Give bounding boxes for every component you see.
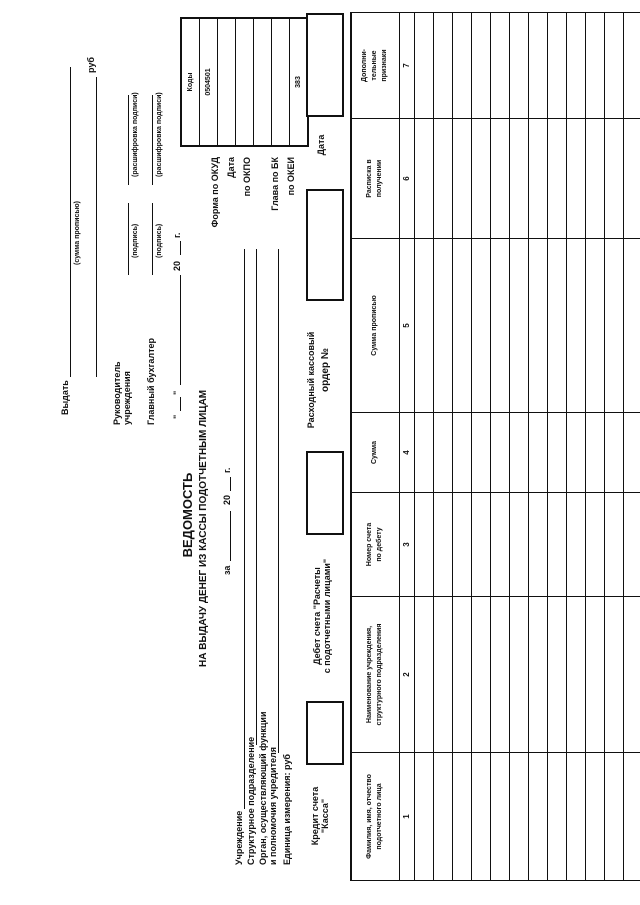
- code-okei: 383: [290, 18, 309, 146]
- head-signature-caption: (подпись): [132, 223, 139, 258]
- institution-label: Учреждение: [234, 810, 244, 865]
- table-cell[interactable]: [604, 413, 623, 493]
- chief-signature-line: [152, 203, 153, 275]
- table-cell[interactable]: [509, 413, 528, 493]
- table-cell[interactable]: [490, 493, 509, 597]
- table-cell[interactable]: [452, 239, 471, 413]
- credit-account-box[interactable]: [306, 701, 344, 765]
- credit-label-1: Кредит счета: [310, 786, 320, 846]
- table-cell[interactable]: [509, 13, 528, 119]
- chief-decoding-caption: (расшифровка подписи): [156, 92, 163, 177]
- chief-decoding-line: [152, 95, 153, 185]
- table-cell[interactable]: [623, 753, 640, 881]
- table-cell[interactable]: [623, 493, 640, 597]
- table-cell[interactable]: [433, 753, 452, 881]
- col-header-6: Расписка в получении: [351, 119, 399, 239]
- table-cell[interactable]: [471, 119, 490, 239]
- table-cell[interactable]: [509, 239, 528, 413]
- table-cell[interactable]: [566, 119, 585, 239]
- table-cell[interactable]: [414, 493, 433, 597]
- table-cell[interactable]: [414, 753, 433, 881]
- code-glava-bk: [272, 18, 290, 146]
- table-cell[interactable]: [585, 597, 604, 753]
- table-cell[interactable]: [433, 413, 452, 493]
- table-row: [452, 13, 471, 881]
- unit-label: Единица измерения: руб: [282, 754, 292, 865]
- table-cell[interactable]: [490, 239, 509, 413]
- main-table: [350, 12, 640, 881]
- debit-label-2: с подотчетными лицами": [322, 558, 332, 674]
- table-row: [433, 13, 452, 881]
- order-date-box[interactable]: [306, 13, 344, 117]
- code-okud: 0504501: [200, 18, 218, 146]
- table-cell[interactable]: [452, 493, 471, 597]
- col-header-4: Сумма: [351, 413, 399, 493]
- table-row: [471, 13, 490, 881]
- table-cell[interactable]: [452, 119, 471, 239]
- table-row: [509, 13, 528, 881]
- table-cell[interactable]: [471, 239, 490, 413]
- date-month-line: [180, 275, 181, 385]
- table-cell[interactable]: [585, 13, 604, 119]
- period-suffix: г.: [222, 467, 232, 473]
- table-cell[interactable]: [471, 493, 490, 597]
- table-cell[interactable]: [566, 493, 585, 597]
- authority-label-1: Орган, осуществляющий функции: [258, 711, 268, 865]
- table-cell[interactable]: [547, 493, 566, 597]
- table-cell[interactable]: [414, 119, 433, 239]
- table-cell[interactable]: [566, 239, 585, 413]
- table-cell[interactable]: [585, 753, 604, 881]
- date-year-line: [180, 241, 181, 255]
- table-cell[interactable]: [414, 413, 433, 493]
- table-cell[interactable]: [585, 119, 604, 239]
- table-cell[interactable]: [547, 753, 566, 881]
- issue-label: Выдать: [60, 380, 70, 415]
- col-header-2: Наименование учреждения, структурного подразделения: [351, 597, 399, 753]
- period-year-line: [230, 477, 231, 491]
- table-cell[interactable]: [604, 597, 623, 753]
- issue-amount-line-2: [96, 77, 97, 377]
- structural-unit-line: [256, 249, 257, 745]
- table-cell[interactable]: [623, 597, 640, 753]
- table-cell[interactable]: [471, 413, 490, 493]
- table-cell[interactable]: [490, 413, 509, 493]
- code-blank: [254, 18, 272, 146]
- table-cell[interactable]: [604, 753, 623, 881]
- table-cell[interactable]: [433, 13, 452, 119]
- table-cell[interactable]: [547, 119, 566, 239]
- table-cell[interactable]: [585, 239, 604, 413]
- order-number-box[interactable]: [306, 189, 344, 301]
- col-number-7: 7: [399, 13, 414, 119]
- col-number-2: 2: [399, 597, 414, 753]
- okpo-label: по ОКПО: [242, 157, 252, 197]
- table-cell[interactable]: [509, 493, 528, 597]
- order-date-label: Дата: [316, 134, 326, 156]
- chief-accountant-label: Главный бухгалтер: [146, 337, 156, 425]
- table-row: [414, 13, 433, 881]
- debit-account-box[interactable]: [306, 451, 344, 535]
- structural-unit-label: Структурное подразделение: [246, 736, 256, 865]
- table-cell[interactable]: [433, 493, 452, 597]
- table-cell[interactable]: [433, 597, 452, 753]
- table-cell[interactable]: [528, 119, 547, 239]
- table-cell[interactable]: [528, 13, 547, 119]
- glava-bk-label: Глава по БК: [270, 157, 280, 211]
- table-cell[interactable]: [604, 239, 623, 413]
- table-cell[interactable]: [509, 753, 528, 881]
- table-cell[interactable]: [528, 493, 547, 597]
- table-cell[interactable]: [604, 119, 623, 239]
- table-cell[interactable]: [604, 493, 623, 597]
- date-quote-open: ": [172, 414, 182, 419]
- table-row: [528, 13, 547, 881]
- table-cell[interactable]: [452, 597, 471, 753]
- table-cell[interactable]: [528, 597, 547, 753]
- table-cell[interactable]: [452, 753, 471, 881]
- table-cell[interactable]: [414, 239, 433, 413]
- table-cell[interactable]: [509, 119, 528, 239]
- authority-label-2: и полномочия учредителя: [268, 747, 278, 865]
- table-cell[interactable]: [528, 413, 547, 493]
- col-number-4: 4: [399, 413, 414, 493]
- col-number-5: 5: [399, 239, 414, 413]
- col-header-1: Фамилия, имя, отчество подотчетного лица: [351, 753, 399, 881]
- table-row: [623, 13, 640, 881]
- table-cell[interactable]: [509, 597, 528, 753]
- table-cell[interactable]: [452, 413, 471, 493]
- col-header-3: Номер счета по дебету: [351, 493, 399, 597]
- debit-label-1: Дебет счета "Расчеты: [312, 567, 322, 665]
- amount-words-caption: (сумма прописью): [74, 201, 81, 265]
- date-day-line: [180, 397, 181, 411]
- table-cell[interactable]: [433, 119, 452, 239]
- table-row: [490, 13, 509, 881]
- table-cell[interactable]: [566, 413, 585, 493]
- credit-label-2: "Касса": [320, 798, 330, 834]
- codes-table: [180, 17, 309, 147]
- issue-amount-line: [70, 67, 71, 377]
- col-number-6: 6: [399, 119, 414, 239]
- head-label-2: учреждения: [122, 371, 132, 425]
- authority-line: [278, 249, 279, 753]
- table-cell[interactable]: [547, 239, 566, 413]
- table-cell[interactable]: [433, 239, 452, 413]
- head-label-1: Руководитель: [112, 361, 122, 425]
- order-label-2: ордер №: [320, 348, 331, 392]
- table-body: [414, 13, 640, 881]
- doc-title: ВЕДОМОСТЬ: [180, 472, 195, 558]
- head-signature-line: [128, 203, 129, 275]
- table-row: [585, 13, 604, 881]
- table-cell[interactable]: [490, 13, 509, 119]
- table-row: [566, 13, 585, 881]
- period-prefix: за: [222, 565, 232, 575]
- chief-signature-caption: (подпись): [156, 223, 163, 258]
- period-year: 20: [222, 494, 232, 505]
- col-number-1: 1: [399, 753, 414, 881]
- table-cell[interactable]: [471, 597, 490, 753]
- code-okpo: [236, 18, 254, 146]
- table-cell[interactable]: [604, 13, 623, 119]
- code-date: [218, 18, 236, 146]
- okei-label: по ОКЕИ: [286, 157, 296, 196]
- currency-label: руб: [86, 57, 96, 73]
- table-cell[interactable]: [623, 239, 640, 413]
- form-okud-label: Форма по ОКУД: [210, 157, 220, 228]
- table-cell[interactable]: [528, 239, 547, 413]
- table-cell[interactable]: [414, 13, 433, 119]
- table-cell[interactable]: [585, 413, 604, 493]
- table-cell[interactable]: [471, 13, 490, 119]
- table-cell[interactable]: [452, 13, 471, 119]
- date-quote-close: ": [172, 390, 182, 395]
- table-cell[interactable]: [623, 119, 640, 239]
- col-header-7: Дополни- тельные признаки: [351, 13, 399, 119]
- table-cell[interactable]: [566, 753, 585, 881]
- table-cell[interactable]: [414, 597, 433, 753]
- institution-line: [244, 249, 245, 809]
- table-cell[interactable]: [490, 597, 509, 753]
- date-year-suffix: г.: [172, 232, 182, 238]
- table-row: [547, 13, 566, 881]
- table-cell[interactable]: [528, 753, 547, 881]
- codes-header: Коды: [181, 18, 200, 146]
- doc-subtitle: НА ВЫДАЧУ ДЕНЕГ ИЗ КАССЫ ПОДОТЧЕТНЫМ ЛИЦАМ: [198, 389, 209, 667]
- table-cell[interactable]: [623, 413, 640, 493]
- table-cell[interactable]: [585, 493, 604, 597]
- table-cell[interactable]: [471, 753, 490, 881]
- table-row: [604, 13, 623, 881]
- col-number-3: 3: [399, 493, 414, 597]
- head-decoding-line: [128, 95, 129, 185]
- period-line: [230, 511, 231, 561]
- col-header-5: Сумма прописью: [351, 239, 399, 413]
- table-cell[interactable]: [566, 597, 585, 753]
- table-cell[interactable]: [490, 119, 509, 239]
- table-cell[interactable]: [566, 13, 585, 119]
- date-year-prefix: 20: [172, 260, 182, 271]
- date-label: Дата: [226, 157, 236, 178]
- table-cell[interactable]: [490, 753, 509, 881]
- table-cell[interactable]: [547, 413, 566, 493]
- order-label-1: Расходный кассовый: [306, 331, 316, 429]
- table-cell[interactable]: [547, 597, 566, 753]
- table-cell[interactable]: [547, 13, 566, 119]
- head-decoding-caption: (расшифровка подписи): [132, 92, 139, 177]
- table-cell[interactable]: [623, 13, 640, 119]
